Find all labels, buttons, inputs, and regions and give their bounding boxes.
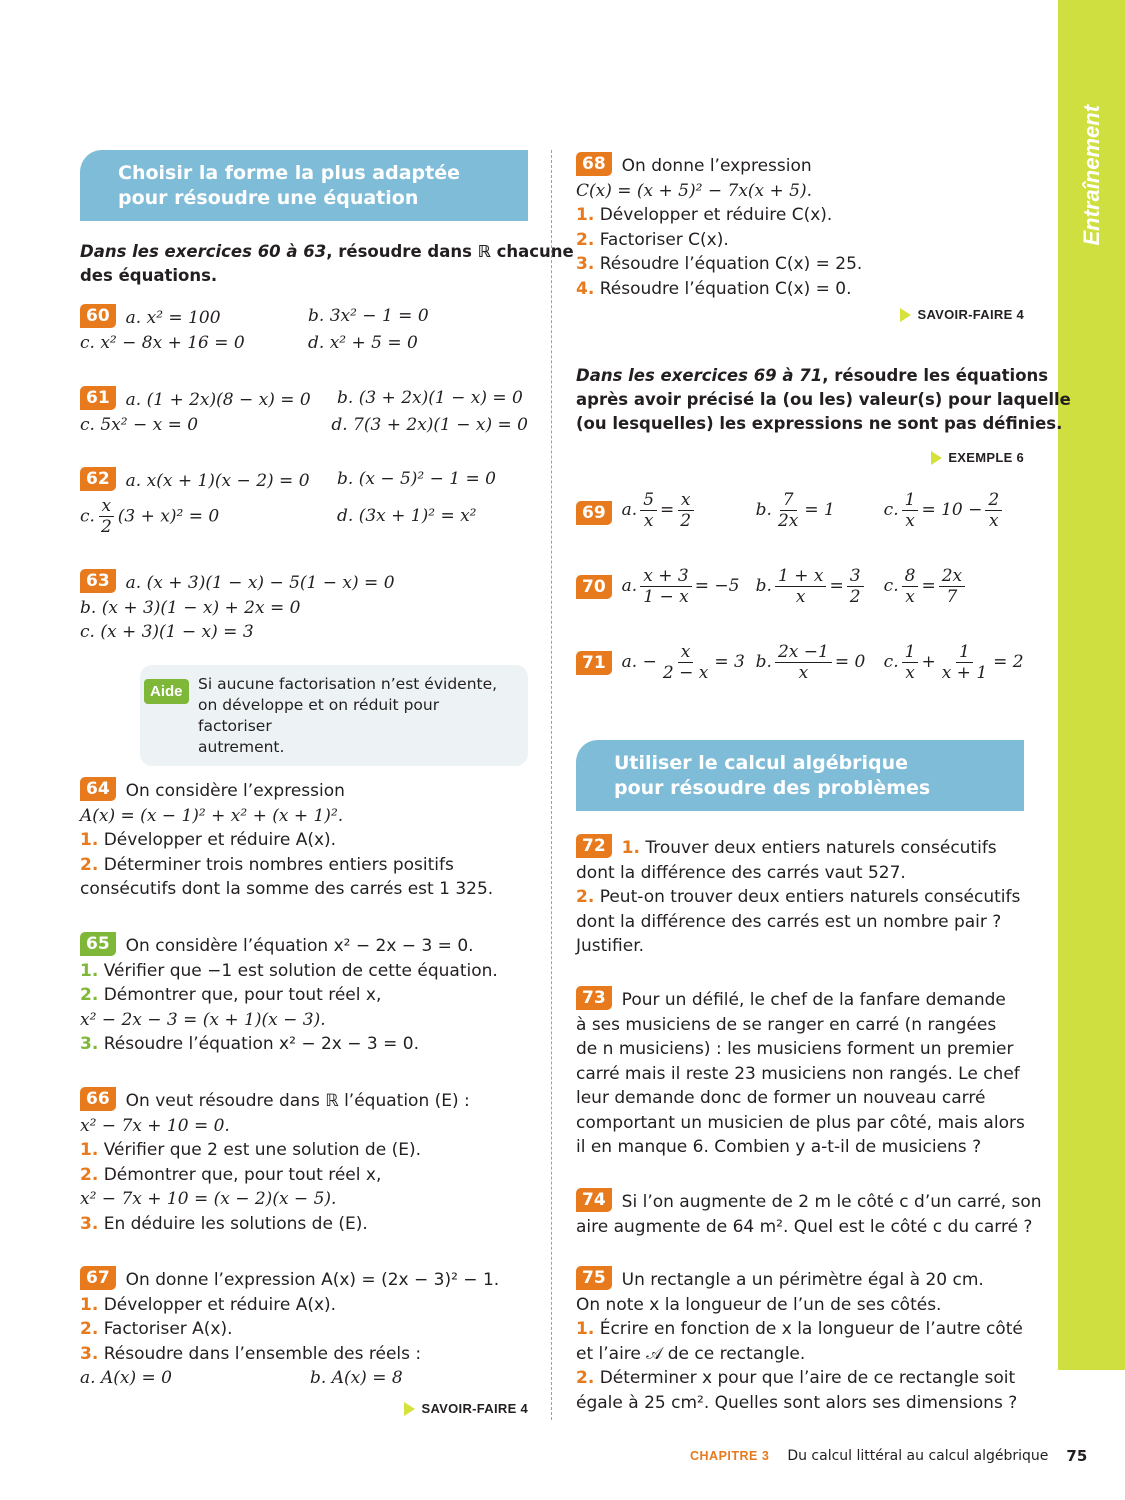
exercise-number: 68 xyxy=(576,152,612,176)
exercise-number: 70 xyxy=(576,575,612,599)
arrow-right-icon xyxy=(931,451,942,465)
exercise-65: 65 On considère l’équation x² − 2x − 3 = 0. 1. Vérifier que −1 est solution de cette équation. 2. Démontrer que, pour tout réel x, x² − 2x − 3 = (x + 1)(x − 3). 3. Résoudre l’équation x² − 2x − 3 = 0. xyxy=(80,934,498,1054)
left-column xyxy=(80,150,574,1420)
exercise-number: 71 xyxy=(576,651,612,675)
exercise-number: 66 xyxy=(80,1087,116,1111)
exercise-number: 61 xyxy=(80,386,116,410)
exercise-number: 62 xyxy=(80,467,116,491)
exercise-number: 63 xyxy=(80,569,116,593)
savoir-faire-link[interactable]: SAVOIR-FAIRE 4 xyxy=(900,303,1024,328)
exercise-67: 67 On donne l’expression A(x) = (2x − 3)² − 1. 1. Développer et réduire A(x). 2. Factoriser A(x). 3. Résoudre dans l’ensemble des réels : a. A(x) = 0 b. A(x) = 8 xyxy=(80,1268,500,1388)
exercise-71: 71 a. − $\frac{x}{2 - x}$ = 3 b. $\frac{2x -1}{x}$ = 0 c. $\frac{1}{x}$ + $\frac{1}{x + 1}$ = 2 xyxy=(576,642,1024,696)
exercise-number: 69 xyxy=(576,501,612,525)
exemple-link[interactable]: EXEMPLE 6 xyxy=(931,446,1024,471)
exercise-74: 74 Si l’on augmente de 2 m le côté c d’un carré, son aire augmente de 64 m². Quel est le côté c du carré ? xyxy=(576,1190,1042,1237)
chapter-label: CHAPITRE 3 xyxy=(690,1449,770,1463)
savoir-faire-link[interactable]: SAVOIR-FAIRE 4 xyxy=(404,1397,528,1422)
exercise-60: 60 a. x² = 100 b. 3x² − 1 = 0 c. x² − 8x + 16 = 0 d. x² + 5 = 0 xyxy=(80,306,429,353)
exercise-number: 75 xyxy=(576,1266,612,1290)
exercise-75: 75 Un rectangle a un périmètre égal à 20 cm. On note x la longueur de l’un de ses côtés. 1. Écrire en fonction de x la longueur de l’autre côté et l’aire 𝒜 de ce rectangle. 2. Déterminer x pour que l’aire de ce rectangle soit égale à 25 cm². Quelles sont alors ses dimensions ? xyxy=(576,1268,1023,1413)
exercise-72: 72 1. Trouver deux entiers naturels consécutifs dont la différence des carrés vaut 527. 2. Peut-on trouver deux entiers naturels consécutifs dont la différence des carrés est un nombre pair ? Justifier. xyxy=(576,836,1021,956)
exercise-68: 68 On donne l’expression C(x) = (x + 5)² − 7x(x + 5). 1. Développer et réduire C(x). 2. Factoriser C(x). 3. Résoudre l’équation C(x) = 25. 4. Résoudre l’équation C(x) = 0. xyxy=(576,154,863,299)
exercise-number: 72 xyxy=(576,834,612,858)
chapter-title: Du calcul littéral au calcul algébrique xyxy=(787,1448,1049,1464)
exercise-61: 61 a. (1 + 2x)(8 − x) = 0 b. (3 + 2x)(1 − x) = 0 c. 5x² − x = 0 d. 7(3 + 2x)(1 − x) = 0 xyxy=(80,388,528,435)
page-number: 75 xyxy=(1066,1447,1088,1465)
exercise-number: 74 xyxy=(576,1188,612,1212)
exercise-number: 65 xyxy=(80,932,116,956)
exercise-66: 66 On veut résoudre dans ℝ l’équation (E) : x² − 7x + 10 = 0. 1. Vérifier que 2 est une solution de (E). 2. Démontrer que, pour tout réel x, x² − 7x + 10 = (x − 2)(x − 5). 3. En déduire les solutions de (E). xyxy=(80,1089,470,1234)
arrow-right-icon xyxy=(404,1402,415,1416)
arrow-right-icon xyxy=(900,308,911,322)
exercise-number: 64 xyxy=(80,777,116,801)
exercise-64: 64 On considère l’expression A(x) = (x − 1)² + x² + (x + 1)². 1. Développer et réduire A(x). 2. Déterminer trois nombres entiers positifs consécutifs dont la somme des carrés est 1 325. xyxy=(80,779,494,899)
side-tab-label: Entraînement xyxy=(1078,104,1104,246)
section-header-equations: Choisir la forme la plus adaptée pour résoudre une équation xyxy=(80,150,528,221)
section-header-problems: Utiliser le calcul algébrique pour résoudre des problèmes xyxy=(576,740,1024,811)
exercise-63: 63 a. (x + 3)(1 − x) − 5(1 − x) = 0 b. (x + 3)(1 − x) + 2x = 0 c. (x + 3)(1 − x) = 3 xyxy=(80,571,395,642)
page-footer xyxy=(690,1444,1088,1469)
intro-69-71: Dans les exercices 69 à 71, résoudre les équations après avoir précisé la (ou les) valeur(s) pour laquelle (ou lesquelles) les expressions ne sont pas définies. xyxy=(576,366,1071,433)
exercise-62: 62 a. x(x + 1)(x − 2) = 0 b. (x − 5)² − 1 = 0 c. $\frac{x}{2}$ (3 + x)² = 0 d. (3x + 1)² = x² xyxy=(80,469,496,537)
exercise-73: 73 Pour un défilé, le chef de la fanfare demande à ses musiciens de se ranger en carré (n rangées de n musiciens) : les musiciens forment un premier carré mais il reste 23 musiciens non rangés. Le chef leur demande donc de former un nouveau carré comportant un musicien de plus par côté, mais alors il en manque 6. Combien y a-t-il de musiciens ? xyxy=(576,988,1025,1157)
exercise-number: 73 xyxy=(576,986,612,1010)
hint-box: Aide Si aucune factorisation n’est évidente, on développe et on réduit pour factoriser autrement. xyxy=(140,665,528,766)
fraction: $\frac{x}{2}$ xyxy=(98,496,115,537)
column-divider xyxy=(551,150,552,1420)
intro-60-63: Dans les exercices 60 à 63, résoudre dans ℝ chacune des équations. xyxy=(80,242,574,285)
right-column xyxy=(576,150,1071,1430)
exercise-number: 67 xyxy=(80,1266,116,1290)
hint-tag: Aide xyxy=(144,679,189,704)
exercise-number: 60 xyxy=(80,304,116,328)
exercise-70: 70 a. $\frac{x + 3}{1 - x}$ = −5 b. $\frac{1 + x}{x}$ = $\frac{3}{2}$ c. $\frac{8}{x}$ = $\frac{2x}{7}$ xyxy=(576,566,1024,620)
exercise-69: 69 a. $\frac{5}{x}$ = $\frac{x}{2}$ b. $\frac{7}{2x}$ = 1 c. $\frac{1}{x}$ = 10 − $\frac{2}{x}$ xyxy=(576,490,1024,544)
